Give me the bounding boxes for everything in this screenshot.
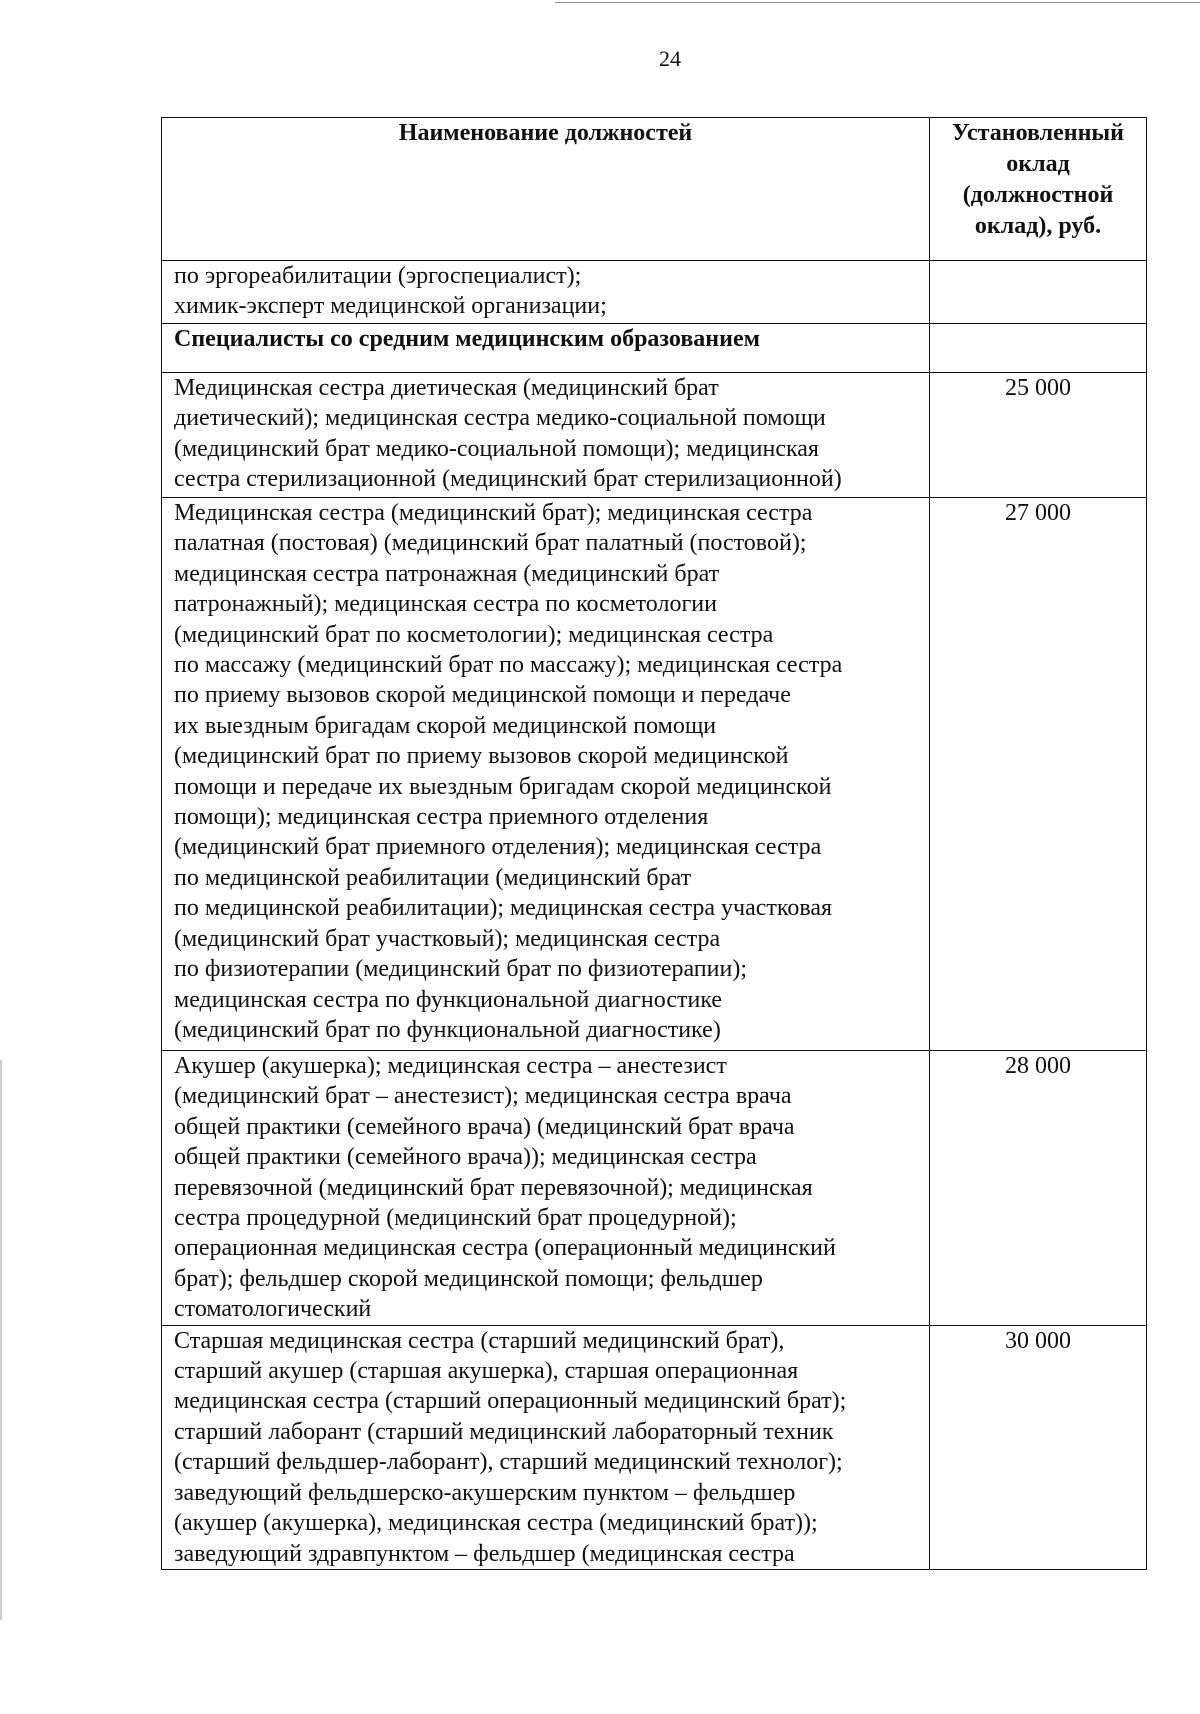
table-row <box>162 373 1147 498</box>
position-line: медицинская сестра (старший операционный медицинский брат); <box>174 1388 847 1415</box>
position-line: диетический); медицинская сестра медико-социальной помощи <box>174 405 826 432</box>
table-row <box>162 498 1147 1051</box>
position-line: заведующий здравпунктом – фельдшер (медицинская сестра <box>174 1540 795 1567</box>
position-line: (медицинский брат – анестезист); медицинская сестра врача <box>174 1083 792 1110</box>
salary-table <box>161 117 1147 1570</box>
scan-edge-line <box>0 1060 2 1620</box>
category-label: Специалисты со средним медицинским образованием <box>162 324 930 373</box>
position-line: по приему вызовов скорой медицинской помощи и передаче <box>174 682 791 709</box>
position-line: по физиотерапии (медицинский брат по физиотерапии); <box>174 956 747 983</box>
salary-cell <box>930 324 1147 373</box>
position-line: (медицинский брат приемного отделения); медицинская сестра <box>174 834 822 861</box>
position-line: операционная медицинская сестра (операционный медицинский <box>174 1235 836 1262</box>
table-header-row <box>162 118 1147 261</box>
position-line: Акушер (акушерка); медицинская сестра – анестезист <box>174 1053 727 1079</box>
position-line: (медицинский брат по приему вызовов скорой медицинской <box>174 743 789 770</box>
position-names-cell <box>162 373 930 498</box>
position-line: Медицинская сестра диетическая (медицинский брат <box>174 375 719 401</box>
position-names-cell <box>162 1325 930 1569</box>
column-header-salary: Установленный оклад (должностной оклад), руб. <box>930 118 1147 261</box>
position-line: помощи); медицинская сестра приемного отделения <box>174 804 709 831</box>
position-line: по медицинской реабилитации (медицинский брат <box>174 864 692 891</box>
position-line: по эргореабилитации (эргоспециалист); <box>174 263 582 289</box>
position-names-cell <box>162 1051 930 1326</box>
position-line: старший акушер (старшая акушерка), старшая операционная <box>174 1358 799 1385</box>
position-line: помощи и передаче их выездным бригадам скорой медицинской <box>174 773 832 800</box>
position-line: их выездным бригадам скорой медицинской помощи <box>174 712 717 739</box>
position-line: Старшая медицинская сестра (старший медицинский брат), <box>174 1327 785 1354</box>
table-row <box>162 1051 1147 1326</box>
table-row <box>162 1325 1147 1569</box>
position-line: (медицинский брат участковый); медицинская сестра <box>174 925 721 952</box>
salary-cell <box>930 261 1147 324</box>
position-line: (старший фельдшер-лаборант), старший медицинский технолог); <box>174 1449 843 1476</box>
position-line: заведующий фельдшерско-акушерским пунктом – фельдшер <box>174 1479 796 1506</box>
scan-edge-line <box>555 2 1200 3</box>
position-line: медицинская сестра патронажная (медицинский брат <box>174 560 720 587</box>
category-row <box>162 324 1147 373</box>
position-line: Медицинская сестра (медицинский брат); медицинская сестра <box>174 500 813 526</box>
position-line: (акушер (акушерка), медицинская сестра (медицинский брат)); <box>174 1510 818 1537</box>
position-line: перевязочной (медицинский брат перевязочной); медицинская <box>174 1174 813 1201</box>
salary-cell: 27 000 <box>930 498 1147 1051</box>
table-row <box>162 261 1147 324</box>
position-line: по медицинской реабилитации); медицинская сестра участковая <box>174 895 833 922</box>
position-line: по массажу (медицинский брат по массажу); медицинская сестра <box>174 652 843 679</box>
position-line: (медицинский брат по функциональной диагностике) <box>174 1016 721 1043</box>
position-line: (медицинский брат по косметологии); медицинская сестра <box>174 621 774 648</box>
salary-cell: 28 000 <box>930 1051 1147 1326</box>
position-line: общей практики (семейного врача) (медицинский брат врача <box>174 1113 795 1140</box>
position-names-cell <box>162 498 930 1051</box>
position-line: стоматологический <box>174 1296 372 1323</box>
salary-cell: 30 000 <box>930 1325 1147 1569</box>
position-line: сестра процедурной (медицинский брат процедурной); <box>174 1205 737 1232</box>
column-header-positions: Наименование должностей <box>162 118 930 261</box>
position-line: медицинская сестра по функциональной диагностике <box>174 986 723 1013</box>
position-line: палатная (постовая) (медицинский брат палатный (постовой); <box>174 530 807 557</box>
position-names-cell <box>162 261 930 324</box>
salary-cell: 25 000 <box>930 373 1147 498</box>
position-line: патронажный); медицинская сестра по косметологии <box>174 591 717 618</box>
position-line: (медицинский брат медико-социальной помощи); медицинская <box>174 435 819 462</box>
position-line: общей практики (семейного врача)); медицинская сестра <box>174 1144 757 1171</box>
position-line: химик-эксперт медицинской организации; <box>174 293 607 320</box>
page-number: 24 <box>659 46 681 71</box>
position-line: брат); фельдшер скорой медицинской помощи; фельдшер <box>174 1265 763 1292</box>
position-line: сестра стерилизационной (медицинский брат стерилизационной) <box>174 466 842 493</box>
position-line: старший лаборант (старший медицинский лабораторный техник <box>174 1418 834 1445</box>
